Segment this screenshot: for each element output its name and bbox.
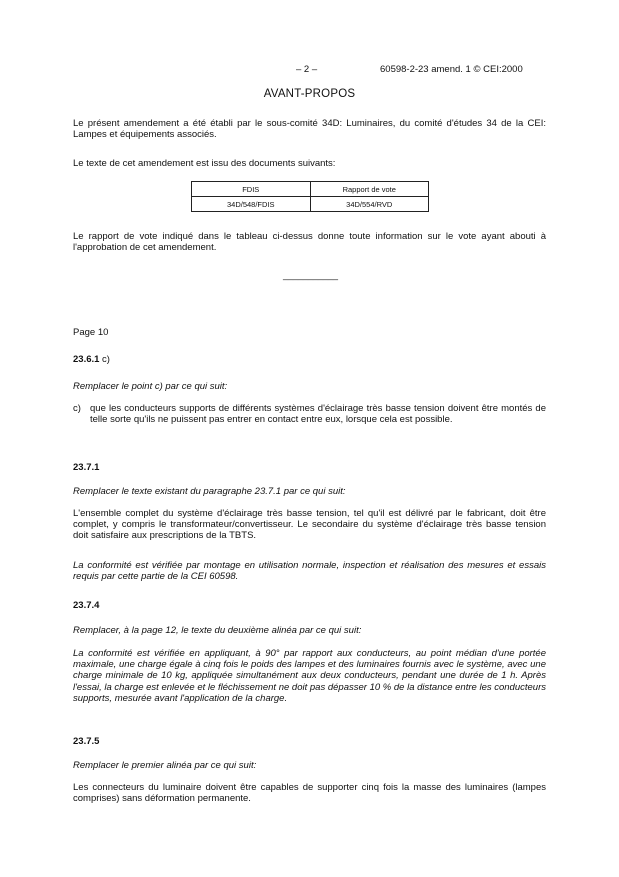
section-2374-number: 23.7.4 [73, 600, 100, 611]
section-2361-number: 23.6.1 [73, 354, 100, 365]
section-2371-instruction: Remplacer le texte existant du paragraphe 23.7.1 par ce qui suit: [73, 486, 346, 497]
page-number: – 2 – [296, 64, 318, 75]
page-header [0, 64, 619, 78]
section-2361-suffix: c) [99, 354, 110, 365]
section-2371-number: 23.7.1 [73, 462, 100, 473]
section-2361-instruction: Remplacer le point c) par ce qui suit: [73, 381, 228, 392]
document-reference: 60598-2-23 amend. 1 © CEI:2000 [380, 64, 523, 75]
section-2361-heading [73, 354, 373, 365]
separator-line: ___________ [283, 270, 339, 280]
table-header-vote-report: Rapport de vote [310, 182, 429, 197]
section-2375-instruction: Remplacer le premier alinéa par ce qui suit: [73, 760, 257, 771]
table-cell-fdis: 34D/548/FDIS [192, 197, 311, 212]
foreword-paragraph-committee: Le présent amendement a été établi par le sous-comité 34D: Luminaires, du comité d'études 34 de la CEI: Lampes et équipements associés. [73, 118, 546, 141]
foreword-paragraph-documents: Le texte de cet amendement est issu des documents suivants: [73, 158, 336, 169]
section-2371-paragraph: L'ensemble complet du système d'éclairage très basse tension, tel qu'il est délivré par le fabricant, doit être complet, y compris le transformateur/convertisseur. Le secondaire du système d'éclairage très basse tension doit satisfaire aux prescriptions de la TBTS. [73, 508, 546, 542]
table-header-fdis: FDIS [192, 182, 311, 197]
page-reference: Page 10 [73, 327, 109, 338]
foreword-paragraph-vote: Le rapport de vote indiqué dans le tableau ci-dessus donne toute information sur le vote ayant abouti à l'approbation de cet amendement. [73, 231, 546, 254]
section-2374-compliance: La conformité est vérifiée en appliquant, à 90° par rapport aux conducteurs, au point médian d'une portée maximale, une charge égale à cinq fois le poids des lampes et des luminaires fournis avec le système, avec une charge minimale de 10 kg, appliquée simultanément aux deux conducteurs, pendant une durée de 1 h. Après l'essai, la charge est enlevée et le fléchissement ne doit pas dépasser 10 % de la distance entre les conducteurs supports, mesurée avant l'application de la charge. [73, 648, 546, 704]
table-header-row [192, 182, 429, 197]
list-item [73, 403, 546, 425]
section-2374-instruction: Remplacer, à la page 12, le texte du deuxième alinéa par ce qui suit: [73, 625, 362, 636]
table-row [192, 197, 429, 212]
section-2375-number: 23.7.5 [73, 736, 100, 747]
documents-table [191, 181, 429, 212]
foreword-title: AVANT-PROPOS [263, 88, 356, 100]
list-item-text: que les conducteurs supports de différents systèmes d'éclairage très basse tension doivent être montés de telle sorte qu'ils ne puissent pas entrer en contact entre eux, lorsque cela est possible. [90, 403, 546, 426]
section-2375-paragraph: Les connecteurs du luminaire doivent être capables de supporter cinq fois la masse des luminaires (lampes comprises) sans déformation permanente. [73, 782, 546, 805]
table-cell-rvd: 34D/554/RVD [310, 197, 429, 212]
list-item-letter: c) [73, 403, 81, 414]
section-2371-compliance: La conformité est vérifiée par montage en utilisation normale, inspection et réalisation des mesures et essais requis par cette partie de la CEI 60598. [73, 560, 546, 583]
